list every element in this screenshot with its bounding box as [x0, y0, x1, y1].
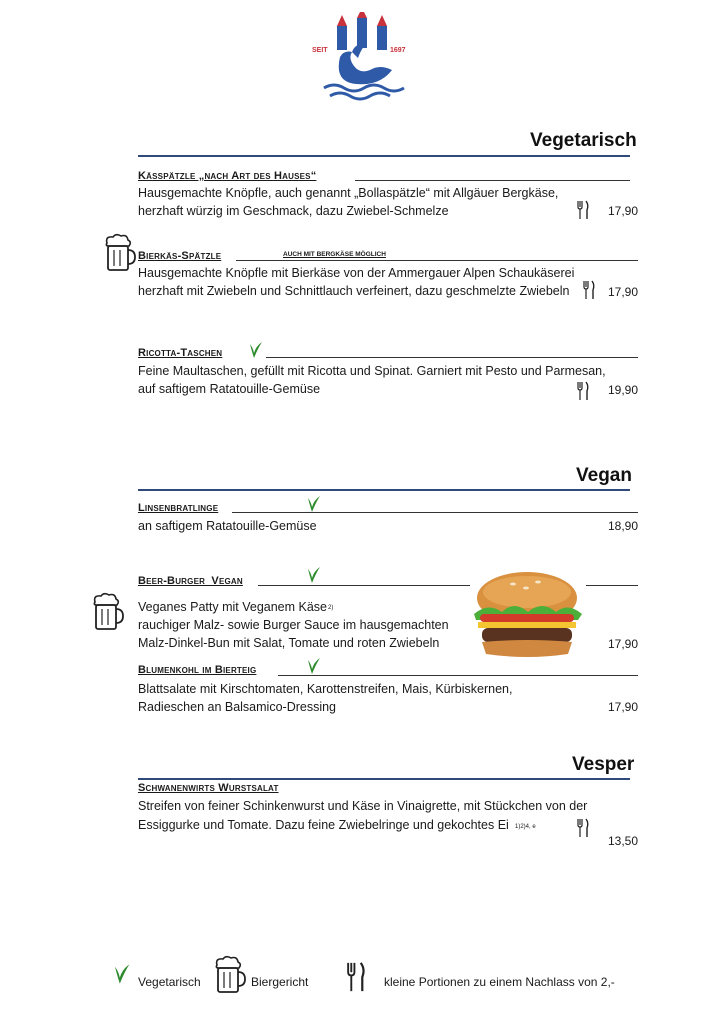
cutlery-icon: [582, 280, 596, 300]
burger-image: [468, 570, 586, 662]
section-rule: [138, 155, 630, 157]
item-name: Blumenkohl im Bierteig: [138, 664, 257, 676]
logo: [300, 12, 424, 102]
vegan-leaf-icon: [304, 494, 322, 514]
item-price: 19,90: [607, 383, 638, 397]
item-price: 17,90: [607, 285, 638, 299]
item-desc: Hausgemachte Knöpfle mit Bierkäse von der Ammergauer Alpen Schaukäserei: [138, 266, 575, 280]
section-title-vegetarisch: Vegetarisch: [530, 130, 637, 151]
allergen-note: 1)2)4, e: [515, 824, 536, 830]
item-underline: [232, 512, 638, 513]
item-desc: herzhaft würzig im Geschmack, dazu Zwiebel-Schmelze: [138, 204, 449, 218]
item-price: 13,50: [607, 834, 638, 848]
item-name: Linsenbratlinge: [138, 502, 219, 514]
item-desc: Veganes Patty mit Veganem Käse: [138, 600, 328, 614]
vegan-leaf-icon: [110, 962, 132, 986]
item-desc: Hausgemachte Knöpfle, auch genannt „Bollaspätzle“ mit Allgäuer Bergkäse,: [138, 186, 559, 200]
vegan-leaf-icon: [304, 656, 322, 676]
item-underline: [586, 585, 638, 586]
item-underline: [266, 357, 638, 358]
item-desc: Essiggurke und Tomate. Dazu feine Zwiebelringe und gekochtes Ei: [138, 818, 509, 832]
section-rule: [138, 778, 630, 780]
legend-vegetarian: Vegetarisch: [138, 975, 201, 989]
vegan-leaf-icon: [304, 565, 322, 585]
item-underline: [278, 675, 638, 676]
item-desc: Malz-Dinkel-Bun mit Salat, Tomate und roten Zwiebeln: [138, 636, 440, 650]
item-name: Kässpätzle „nach Art des Hauses“: [138, 170, 317, 182]
item-underline: [258, 585, 470, 586]
cutlery-icon: [576, 381, 590, 401]
legend-small-portion: kleine Portionen zu einem Nachlass von 2,-: [384, 975, 615, 989]
cutlery-icon: [345, 960, 367, 994]
item-desc: Radieschen an Balsamico-Dressing: [138, 700, 337, 714]
cutlery-icon: [576, 818, 590, 838]
item-note: AUCH MIT BERGKÄSE MÖGLICH: [283, 251, 386, 258]
section-rule: [138, 489, 630, 491]
item-name: Schwanenwirts Wurstsalat: [138, 782, 279, 794]
item-desc: Blattsalate mit Kirschtomaten, Karottenstreifen, Mais, Kürbiskernen,: [138, 682, 513, 696]
item-name: Beer-Burger_Vegan: [138, 575, 243, 587]
section-title-vesper: Vesper: [572, 754, 635, 775]
section-title-vegan: Vegan: [576, 465, 632, 486]
item-desc: herzhaft mit Zwiebeln und Schnittlauch verfeinert, dazu geschmelzte Zwiebeln: [138, 284, 570, 298]
logo-right-text: 1697: [390, 47, 406, 54]
item-desc: rauchiger Malz- sowie Burger Sauce im hausgemachten: [138, 618, 449, 632]
item-price: 17,90: [607, 637, 638, 651]
allergen-note: 2): [328, 605, 334, 611]
item-price: 18,90: [607, 519, 638, 533]
item-desc: Streifen von feiner Schinkenwurst und Käse in Vinaigrette, mit Stückchen von der: [138, 799, 588, 813]
beer-mug-icon: [212, 955, 246, 995]
item-desc: an saftigem Ratatouille-Gemüse: [138, 519, 317, 533]
item-underline: [355, 180, 630, 181]
item-underline: [236, 260, 638, 261]
item-name: Ricotta-Taschen: [138, 347, 223, 359]
item-desc: Feine Maultaschen, gefüllt mit Ricotta und Spinat. Garniert mit Pesto und Parmesan,: [138, 364, 606, 378]
beer-mug-icon: [90, 592, 124, 632]
item-price: 17,90: [607, 204, 638, 218]
item-name: Bierkäs-Spätzle: [138, 250, 222, 262]
logo-left-text: SEIT: [312, 47, 328, 54]
swan-logo-icon: [300, 12, 424, 102]
item-price: 17,90: [607, 700, 638, 714]
cutlery-icon: [576, 200, 590, 220]
legend-beer: Biergericht: [251, 975, 309, 989]
beer-mug-icon: [102, 233, 136, 273]
vegan-leaf-icon: [246, 340, 264, 360]
item-desc: auf saftigem Ratatouille-Gemüse: [138, 382, 321, 396]
